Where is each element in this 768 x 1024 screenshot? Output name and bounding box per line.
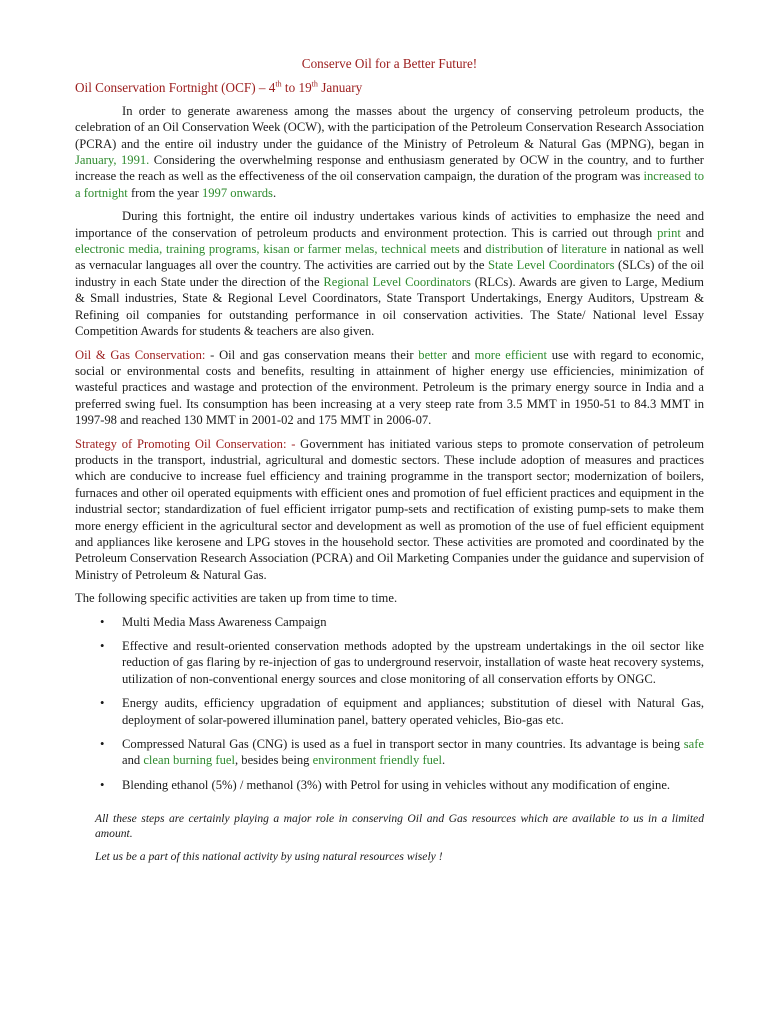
ocf-paragraph-1 bbox=[75, 103, 704, 201]
highlight-text: State Level Coordinators bbox=[487, 258, 615, 273]
text-run: and bbox=[459, 242, 486, 257]
ocf-heading bbox=[75, 80, 704, 96]
activities-list bbox=[75, 614, 704, 794]
closing-line-1: All these steps are certainly playing a major role in conserving Oil and Gas resources which are available to us in a limited amount. bbox=[95, 812, 704, 841]
highlight-text: print bbox=[657, 225, 681, 240]
list-item-text: Energy audits, efficiency upgradation of equipment and appliances; substitution of diesel with Natural Gas, deployment of solar-powered illumination panel, battery operated vehicles, Bio-gas etc. bbox=[122, 696, 704, 727]
highlight-text: January, 1991. bbox=[75, 153, 150, 168]
ocf-heading-part: January bbox=[317, 80, 363, 96]
highlight-text: 1997 onwards bbox=[201, 185, 273, 200]
text-run: Considering the overwhelming response and enthusiasm generated by OCW in the country, and to further increase the reach as well as the effectiveness of the oil conservation campaign, the duration of the program was bbox=[75, 153, 704, 184]
ocf-paragraph-2 bbox=[75, 208, 704, 339]
list-item-text: Effective and result-oriented conservation methods adopted by the upstream undertakings in the oil sector like reduction of gas flaring by re-injection of gas to underground reservoir, installation of waste heat recovery systems, utilization of non-conventional energy sources and close monitoring of all conservation efforts by ONGC. bbox=[122, 639, 704, 686]
text-run: . bbox=[272, 185, 277, 200]
text-run: in national as well as vernacular languages all over the country. The activities are carried out by the bbox=[75, 242, 705, 273]
text-run: , besides being bbox=[234, 753, 313, 768]
text-run: (RLCs). Awards are given to Large, Medium & Small industries, State & Regional Level Coordinators, State Transport Undertakings, Energy Auditors, Upstream & Refining oil companies for outstanding performance in oil conservation activities. The State/ National level Essay Competition Awards for students & teachers are also given. bbox=[75, 274, 704, 339]
text-run: Compressed Natural Gas (CNG) is used as a fuel in transport sector in many countries. Its advantage is being bbox=[122, 737, 684, 752]
ocf-heading-part: Oil Conservation Fortnight (OCF) – 4 bbox=[75, 80, 276, 96]
ocf-heading-part: to 19 bbox=[281, 80, 312, 96]
bullet-icon: • bbox=[100, 777, 105, 792]
strategy-paragraph bbox=[75, 436, 704, 584]
list-item bbox=[75, 638, 704, 687]
bullet-icon: • bbox=[100, 639, 105, 653]
ocf-sup-th: th bbox=[275, 80, 282, 90]
text-run: use with regard to economic, social or environmental costs and benefits, resulting in attainment of higher energy use efficiencies, minimization of wasteful practices and wastage and protection of the environment. Petroleum is the primary energy source in India and a preferred swing fuel. Its consumption has been increasing at a very steep rate from 3.5 MMT in 1950-51 to 84.3 MMT in 1997-98 and reached 130 MMT in 2001-02 and 175 MMT in 2006-07. bbox=[75, 347, 705, 428]
highlight-text: electronic media, training programs, kisan or farmer melas, technical meets bbox=[75, 242, 460, 257]
highlight-text: distribution bbox=[485, 242, 544, 257]
highlight-text: literature bbox=[561, 242, 607, 257]
text-run: - Oil and gas conservation means their bbox=[205, 347, 419, 362]
section-heading: Oil & Gas Conservation: bbox=[75, 347, 206, 362]
highlight-text: increased to a fortnight bbox=[75, 169, 704, 200]
text-run: During this fortnight, the entire oil industry undertakes various kinds of activities to emphasize the need and importance of the conservation of petroleum products and environment protection. This is carried out through bbox=[75, 209, 704, 240]
highlight-text: better bbox=[418, 347, 447, 362]
text-run: (SLCs) of the oil industry in each State under the direction of the bbox=[75, 258, 704, 289]
bullet-icon: • bbox=[100, 614, 105, 629]
list-item bbox=[75, 614, 704, 630]
list-item bbox=[75, 777, 704, 793]
list-item bbox=[75, 695, 704, 728]
text-run: In order to generate awareness among the masses about the urgency of conserving petroleum products, the celebration of an Oil Conservation Week (OCW), with the participation of the Petroleum Conservation Research Association (PCRA) and the entire oil industry under the guidance of the Ministry of Petroleum & Natural Gas (MPNG), began in bbox=[75, 103, 704, 151]
ocf-sup-th: th bbox=[311, 80, 318, 90]
section-heading: Strategy of Promoting Oil Conservation: - bbox=[75, 436, 296, 451]
highlight-text: Regional Level Coordinators bbox=[323, 274, 471, 289]
page-title: Conserve Oil for a Better Future! bbox=[301, 56, 478, 71]
bullet-icon: • bbox=[100, 696, 105, 711]
closing-line-2: Let us be a part of this national activity by using natural resources wisely ! bbox=[95, 850, 443, 864]
list-item bbox=[75, 736, 704, 769]
highlight-text: clean burning fuel bbox=[143, 753, 235, 768]
highlight-text: safe bbox=[683, 737, 704, 752]
bullet-icon: • bbox=[100, 737, 105, 752]
spacer bbox=[75, 801, 704, 811]
text-run: and bbox=[122, 753, 144, 768]
highlight-text: more efficient bbox=[474, 347, 548, 362]
activities-intro: The following specific activities are taken up from time to time. bbox=[75, 591, 398, 606]
list-item-text: Multi Media Mass Awareness Campaign bbox=[122, 614, 327, 629]
text-run: Government has initiated various steps to promote conservation of petroleum products in the transport, industrial, agricultural and domestic sectors. These include adoption of measures and practices which are conducive to increase fuel efficiency and training programme in the transport sector; modernization of boilers, furnaces and other oil operated equipments with efficient ones and promotion of fuel efficient practices and equipment in the industrial sector; standardization of fuel efficient irrigator pump-sets and rectification of existing pump-sets to make them more energy efficient in the agricultural sector and development as well as promotion of the use of fuel efficient equipment and appliances like kerosene and LPG stoves in the household sector. These activities are promoted and coordinated by the Petroleum Conservation Research Association (PCRA) and Oil Marketing Companies under the guidance and supervision of Ministry of Petroleum & Natural Gas. bbox=[75, 436, 705, 582]
text-run: from the year bbox=[127, 185, 202, 200]
list-item-text: Blending ethanol (5%) / methanol (3%) with Petrol for using in vehicles without any modification of engine. bbox=[122, 777, 671, 792]
oil-gas-conservation-paragraph bbox=[75, 347, 704, 429]
text-run: . bbox=[442, 753, 446, 768]
highlight-text: environment friendly fuel bbox=[312, 753, 443, 768]
text-run: of bbox=[543, 242, 562, 257]
text-run: and bbox=[446, 347, 475, 362]
text-run: and bbox=[680, 225, 704, 240]
